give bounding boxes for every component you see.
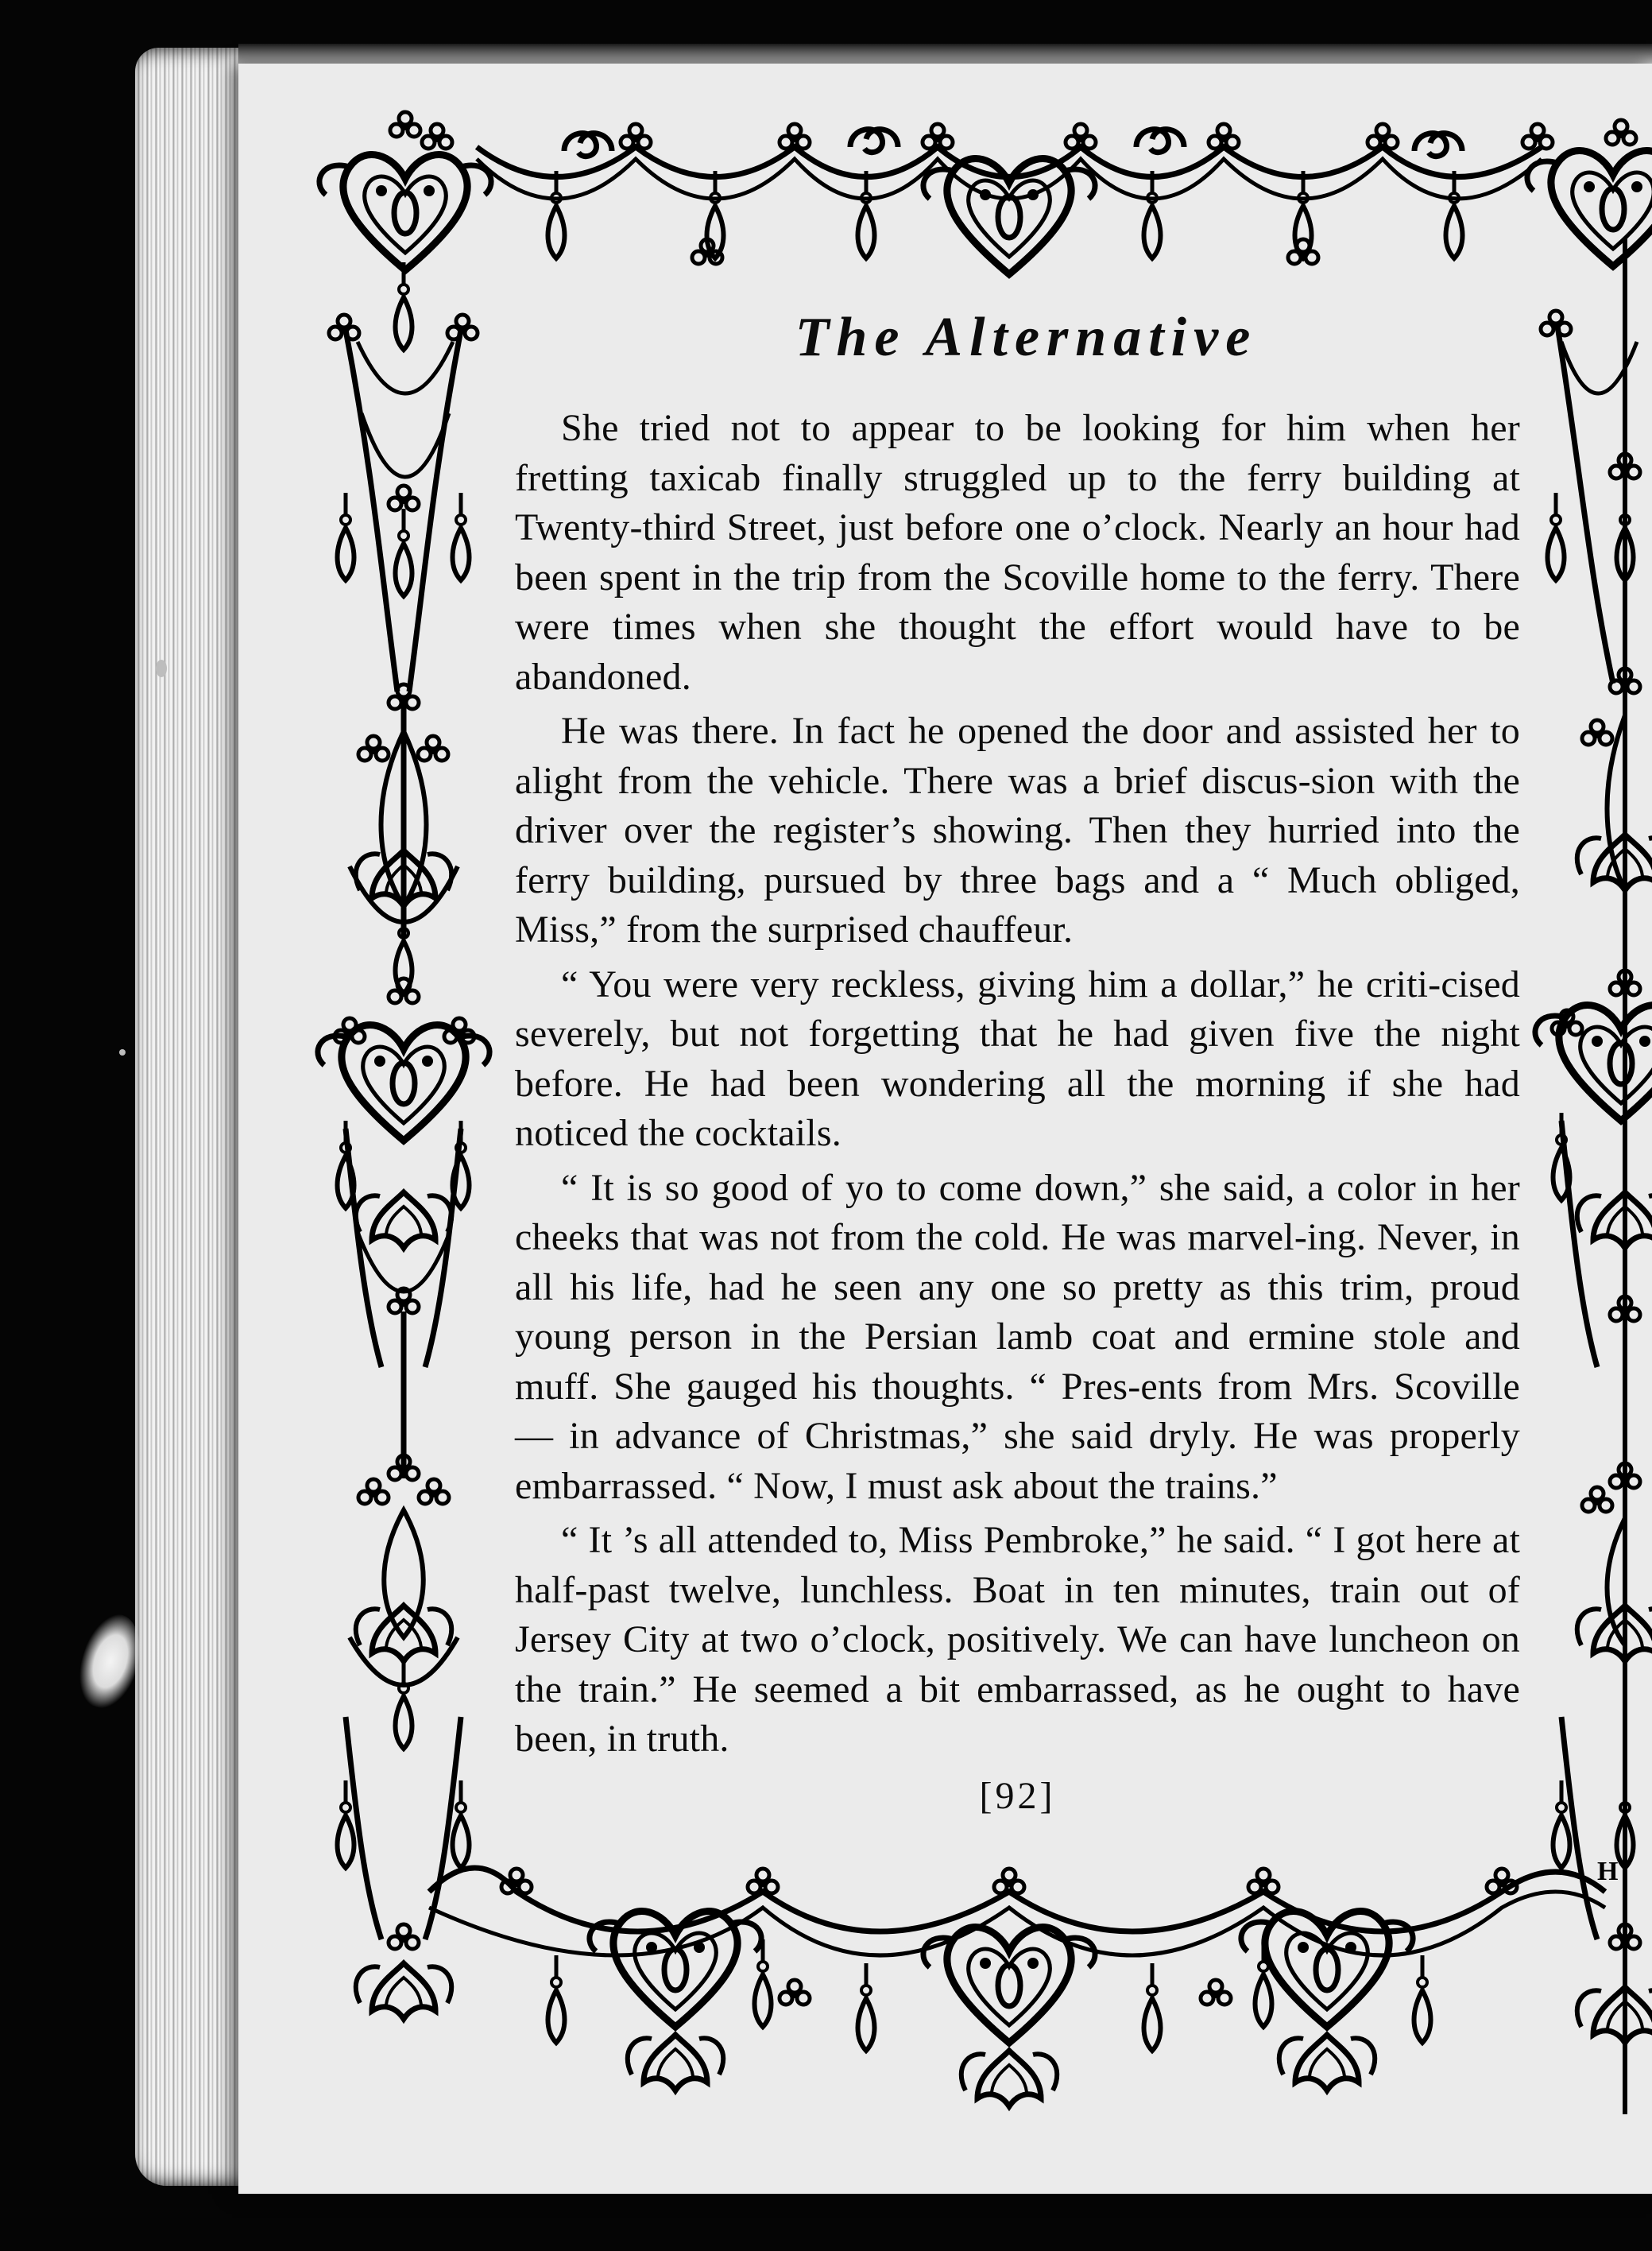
paragraph-2: He was there. In fact he opened the door and assisted her to alight from the vehicle. There was a brief discus-sion with the driver over the register’s showing. Then they hurried into the ferry building, pursued by three bags and a “ Much obliged, Miss,” from the surprised chauffeur.	[515, 710, 1520, 951]
paragraph-5: “ It ’s all attended to, Miss Pembroke,” he said. “ I got here at half-past twelve, lunchless. Boat in ten minutes, train out of Jersey City at two o’clock, positively. We can have luncheon on the train.” He seemed a bit embarrassed, as he ought to have been, in truth.	[515, 1519, 1520, 1760]
page-number: [92]	[979, 1774, 1056, 1817]
corner-ornament-tr	[1527, 151, 1652, 266]
border-initial: H	[1597, 1857, 1619, 1886]
chapter-title: The Alternative	[795, 307, 1258, 368]
right-border-column	[1535, 238, 1652, 2114]
paragraph-1: She tried not to appear to be looking for him when her fretting taxicab finally struggled up to the ferry building at Twenty-third Street, just before one o’clock. Nearly an hour had been spent in the trip from the Scoville home to the ferry. There were times when she thought the effort would have to be abandoned.	[515, 407, 1520, 698]
corner-ornament-tl	[319, 155, 491, 270]
paragraph-4: “ It is so good of yo to come down,” she said, a color in her cheeks that was not from the cold. He was marvel-ing. Never, in all his life, had he seen any one so pretty as this trim, proud young person in the Persian lamb coat and ermine stole and muff. She gauged his thoughts. “ Pres-ents from Mrs. Scoville — in advance of Christmas,” she said dryly. He was properly embarrassed. “ Now, I must ask about the trains.”	[515, 1166, 1520, 1507]
top-garland	[422, 124, 1553, 274]
bottom-garland	[429, 1868, 1605, 2106]
text-block	[515, 302, 1520, 1818]
paragraph-3: “ You were very reckless, giving him a dollar,” he criti-cised severely, but not forgetting that he had given five the night before. He had been wondering all the morning if she had noticed the cocktails.	[515, 963, 1520, 1154]
left-border-column	[318, 262, 489, 2019]
